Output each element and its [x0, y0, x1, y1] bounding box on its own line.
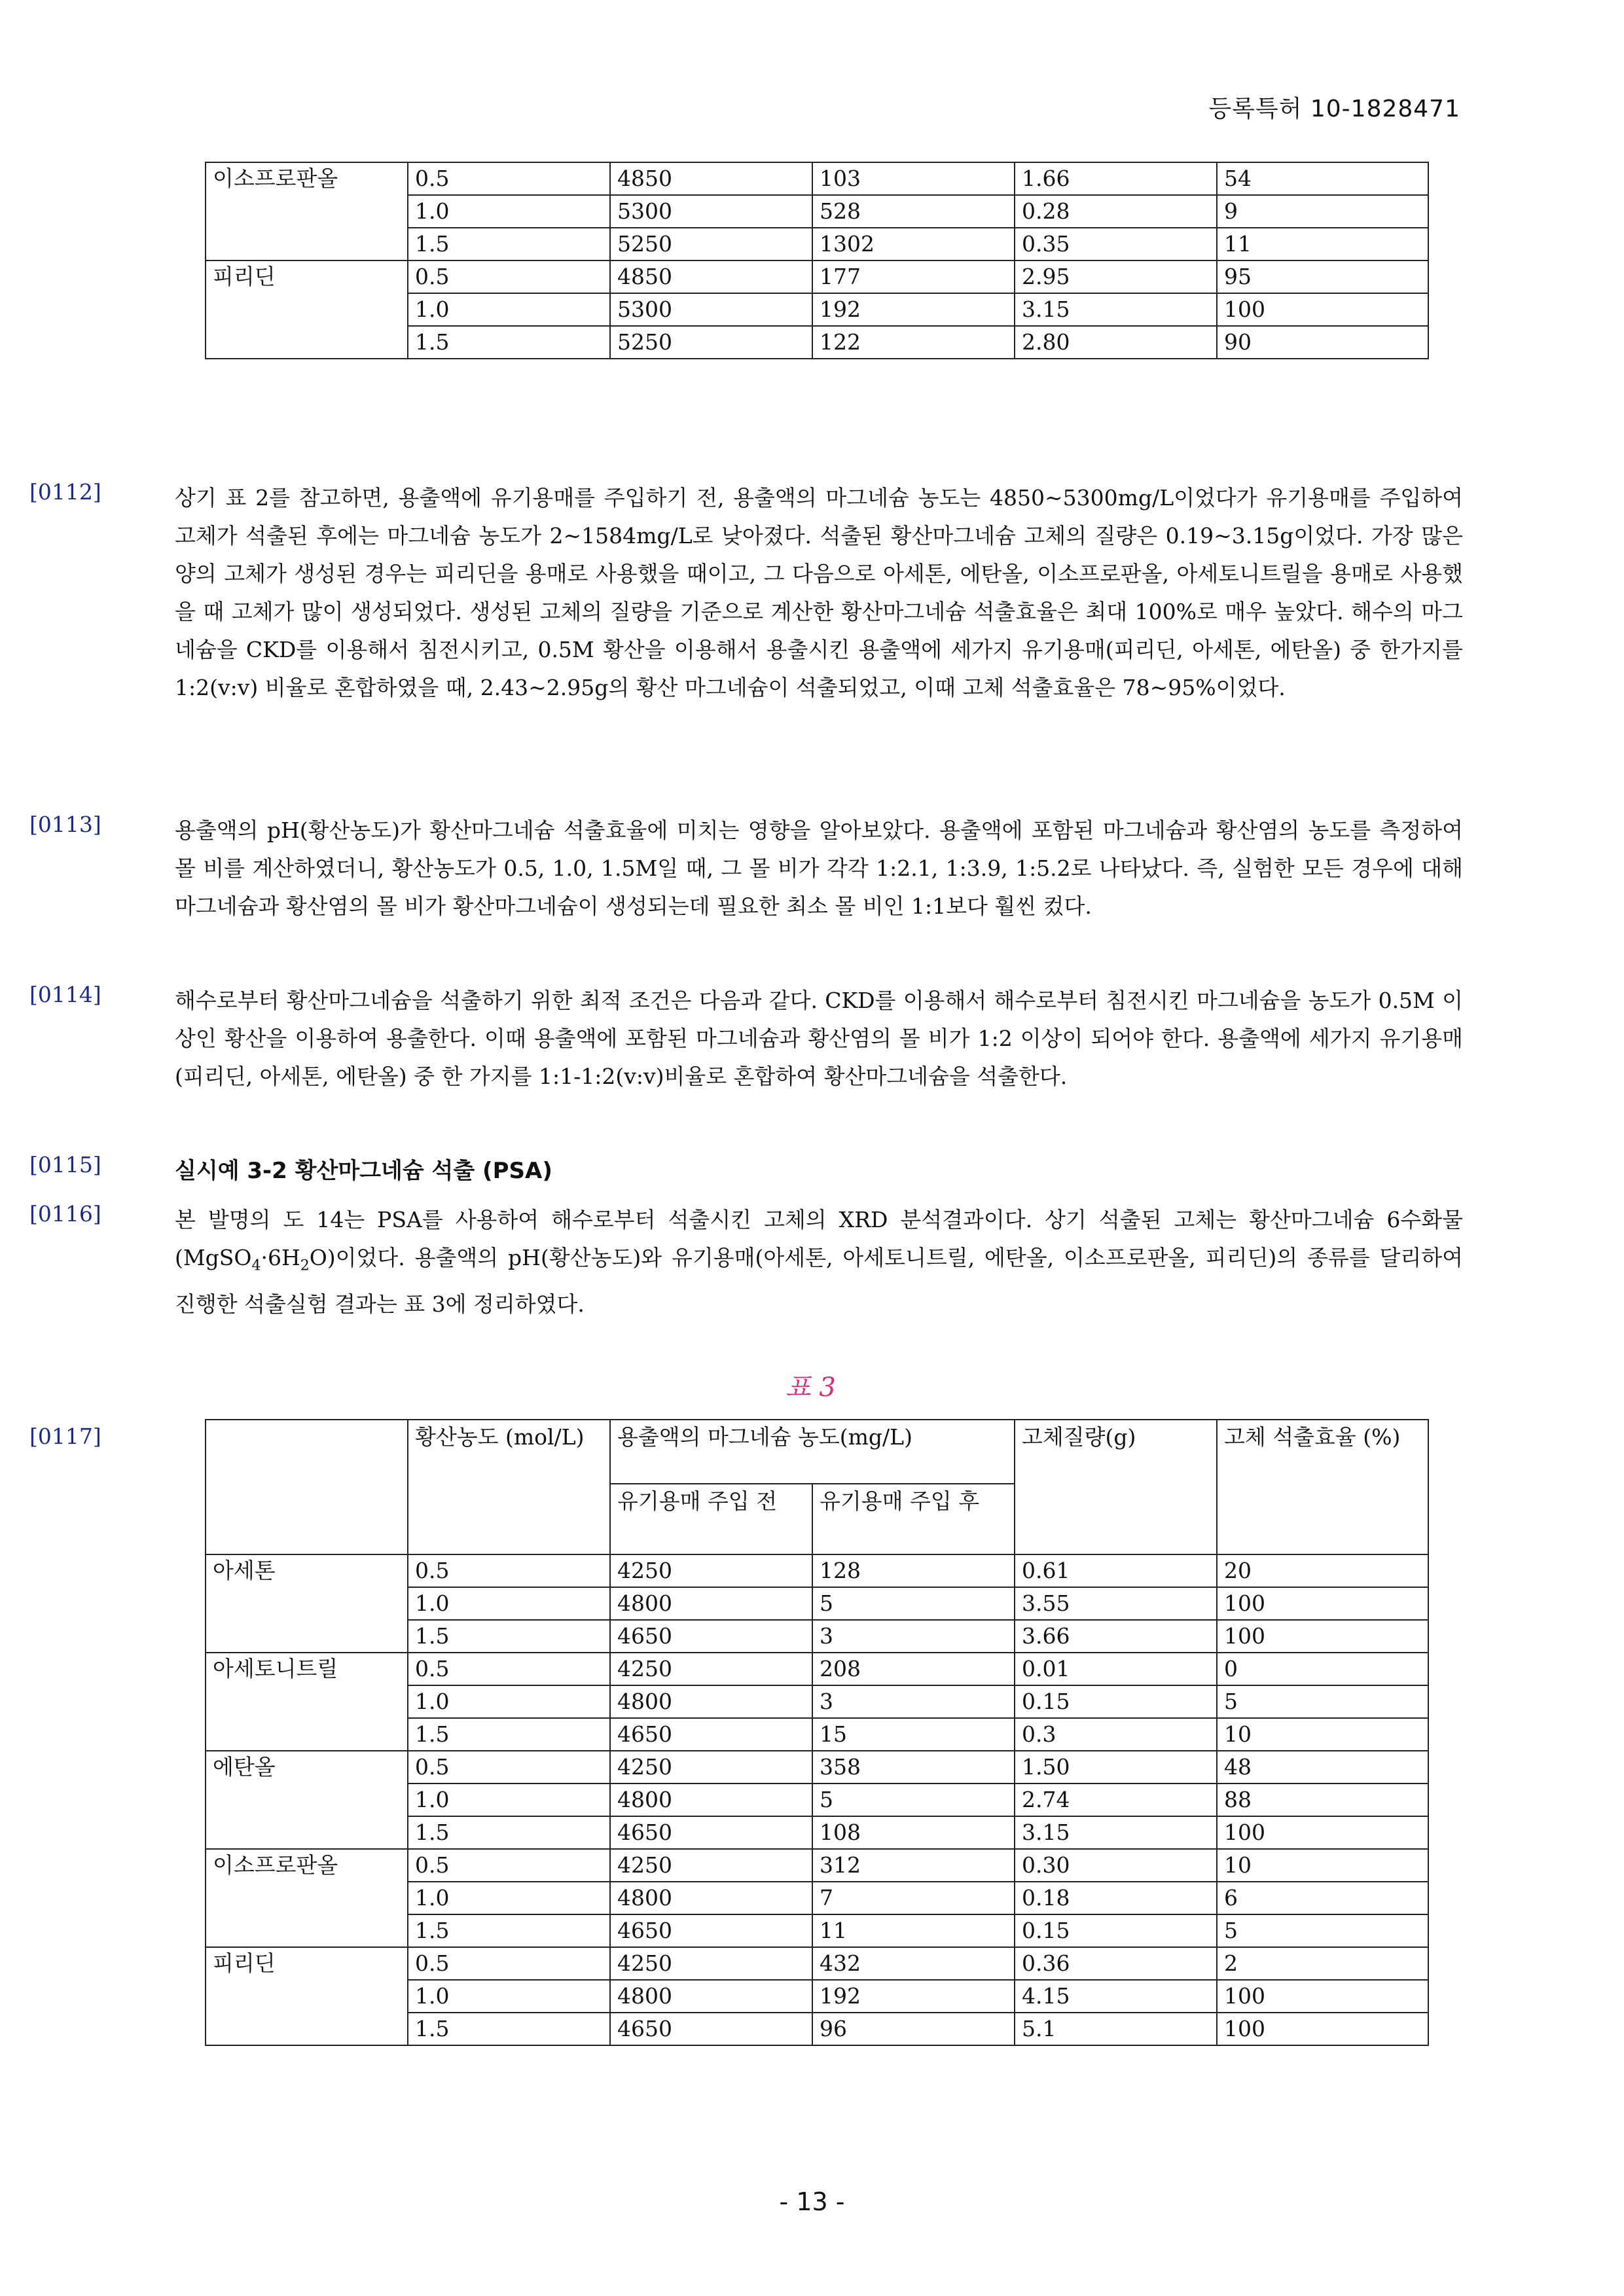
table-row — [206, 1653, 1428, 1685]
paragraph-0114 — [29, 982, 1463, 1096]
before-cell: 4250 — [610, 1849, 812, 1882]
page-number: - 13 - — [779, 2187, 845, 2216]
mass-cell: 2.80 — [1015, 326, 1217, 359]
eff-cell: 20 — [1217, 1554, 1428, 1587]
conc-cell: 1.5 — [408, 228, 610, 260]
solvent-cell: 아세토니트릴 — [206, 1653, 408, 1751]
eff-cell: 100 — [1217, 1980, 1428, 2013]
conc-cell: 1.5 — [408, 1718, 610, 1751]
after-cell: 128 — [812, 1554, 1015, 1587]
subscript: 2 — [300, 1257, 310, 1274]
eff-cell: 2 — [1217, 1947, 1428, 1980]
conc-cell: 0.5 — [408, 162, 610, 195]
before-cell: 4800 — [610, 1882, 812, 1914]
solvent-cell: 피리딘 — [206, 1947, 408, 2045]
eff-cell: 100 — [1217, 293, 1428, 326]
before-cell: 4650 — [610, 1914, 812, 1947]
mass-cell: 0.3 — [1015, 1718, 1217, 1751]
mass-cell: 3.66 — [1015, 1620, 1217, 1653]
before-cell: 4650 — [610, 1718, 812, 1751]
eff-cell: 0 — [1217, 1653, 1428, 1685]
conc-cell: 1.0 — [408, 1685, 610, 1718]
conc-cell: 1.5 — [408, 1620, 610, 1653]
paragraph-text-part: 본 발명의 도 14는 PSA를 사용하여 해수로부터 석출시킨 고체의 XRD 분석결과이다. 상기 석출된 고체는 황산마그네슘 6수화물(MgSO — [175, 1207, 1463, 1270]
eff-cell: 90 — [1217, 326, 1428, 359]
eff-cell: 10 — [1217, 1849, 1428, 1882]
after-cell: 5 — [812, 1784, 1015, 1816]
mass-cell: 0.30 — [1015, 1849, 1217, 1882]
before-cell: 4800 — [610, 1587, 812, 1620]
conc-cell: 1.5 — [408, 1816, 610, 1849]
mass-cell: 3.15 — [1015, 293, 1217, 326]
mass-cell: 0.01 — [1015, 1653, 1217, 1685]
mass-cell: 0.15 — [1015, 1685, 1217, 1718]
mass-cell: 0.61 — [1015, 1554, 1217, 1587]
mass-cell: 0.36 — [1015, 1947, 1217, 1980]
section-heading: 실시예 3-2 황산마그네슘 석출 (PSA) — [175, 1158, 552, 1184]
after-cell: 432 — [812, 1947, 1015, 1980]
mass-cell: 1.50 — [1015, 1751, 1217, 1784]
after-cell: 108 — [812, 1816, 1015, 1849]
solvent-cell: 에탄올 — [206, 1751, 408, 1849]
conc-cell: 0.5 — [408, 1554, 610, 1587]
paragraph-text — [175, 1201, 1463, 1323]
header-efficiency: 고체 석출효율 (%) — [1217, 1420, 1428, 1554]
after-cell: 96 — [812, 2013, 1015, 2045]
subscript: 4 — [251, 1257, 261, 1274]
paragraph-text: 용출액의 pH(황산농도)가 황산마그네슘 석출효율에 미치는 영향을 알아보았다. 용출액에 포함된 마그네슘과 황산염의 농도를 측정하여 몰 비를 계산하였더니, 황산농도가 0.5, 1.0, 1.5M일 때, 그 몰 비가 각각 1:2.1, 1:3.9, 1:5.2로 나타났다. 즉, 실험한 모든 경우에 대해 마그네슘과 황산염의 몰 비가 황산마그네슘이 생성되는데 필요한 최소 몰 비인 1:1보다 훨씬 컸다. — [175, 817, 1463, 919]
solvent-cell: 이소프로판올 — [206, 162, 408, 260]
mass-cell: 3.55 — [1015, 1587, 1217, 1620]
eff-cell: 48 — [1217, 1751, 1428, 1784]
before-cell: 4250 — [610, 1554, 812, 1587]
after-cell: 5 — [812, 1587, 1015, 1620]
conc-cell: 1.0 — [408, 1882, 610, 1914]
after-cell: 208 — [812, 1653, 1015, 1685]
eff-cell: 100 — [1217, 1587, 1428, 1620]
after-cell: 177 — [812, 260, 1015, 293]
solvent-cell: 피리딘 — [206, 260, 408, 359]
conc-cell: 0.5 — [408, 1751, 610, 1784]
table-row — [206, 162, 1428, 195]
eff-cell: 5 — [1217, 1914, 1428, 1947]
paragraph-number: [0114] — [29, 982, 101, 1007]
table-row — [206, 1849, 1428, 1882]
conc-cell: 0.5 — [408, 1947, 610, 1980]
header-acid-concentration: 황산농도 (mol/L) — [408, 1420, 610, 1554]
paragraph-0112 — [29, 479, 1463, 707]
mass-cell: 2.74 — [1015, 1784, 1217, 1816]
mass-cell: 0.35 — [1015, 228, 1217, 260]
conc-cell: 1.0 — [408, 1784, 610, 1816]
before-cell: 4650 — [610, 2013, 812, 2045]
eff-cell: 10 — [1217, 1718, 1428, 1751]
header-after-injection: 유기용매 주입 후 — [812, 1484, 1015, 1554]
table-row — [206, 1554, 1428, 1587]
eff-cell: 100 — [1217, 2013, 1428, 2045]
header-solid-mass: 고체질량(g) — [1015, 1420, 1217, 1554]
conc-cell: 0.5 — [408, 1653, 610, 1685]
conc-cell: 1.0 — [408, 195, 610, 228]
eff-cell: 100 — [1217, 1620, 1428, 1653]
before-cell: 4800 — [610, 1980, 812, 2013]
after-cell: 3 — [812, 1685, 1015, 1718]
eff-cell: 6 — [1217, 1882, 1428, 1914]
table-caption: 표 3 — [785, 1372, 836, 1403]
mass-cell: 0.18 — [1015, 1882, 1217, 1914]
mass-cell: 3.15 — [1015, 1816, 1217, 1849]
header-mg-concentration: 용출액의 마그네슘 농도(mg/L) — [610, 1420, 1015, 1484]
paragraph-number: [0115] — [29, 1152, 101, 1177]
mass-cell: 0.28 — [1015, 195, 1217, 228]
conc-cell: 1.5 — [408, 326, 610, 359]
before-cell: 5250 — [610, 326, 812, 359]
conc-cell: 1.5 — [408, 2013, 610, 2045]
mass-cell: 1.66 — [1015, 162, 1217, 195]
paragraph-text: 상기 표 2를 참고하면, 용출액에 유기용매를 주입하기 전, 용출액의 마그네슘 농도는 4850~5300mg/L이었다가 유기용매를 주입하여 고체가 석출된 후에는 마그네슘 농도가 2~1584mg/L로 낮아졌다. 석출된 황산마그네슘 고체의 질량은 0.19~3.15g이었다. 가장 많은 양의 고체가 생성된 경우는 피리딘을 용매로 사용했을 때이고, 그 다음으로 아세톤, 에탄올, 이소프로판올, 아세토니트릴을 용매로 사용했을 때 고체가 많이 생성되었다. 생성된 고체의 질량을 기준으로 계산한 황산마그네슘 석출효율은 최대 100%로 매우 높았다. 해수의 마그네슘을 CKD를 이용해서 침전시키고, 0.5M 황산을 이용해서 용출시킨 용출액에 세가지 유기용매(피리딘, 아세톤, 에탄올) 중 한가지를 1:2(v:v) 비율로 혼합하였을 때, 2.43~2.95g의 황산 마그네슘이 석출되었고, 이때 고체 석출효율은 78~95%이었다. — [175, 485, 1463, 700]
before-cell: 4800 — [610, 1784, 812, 1816]
patent-number: 등록특허 10-1828471 — [1208, 96, 1460, 122]
paragraph-number: [0117] — [29, 1424, 101, 1449]
before-cell: 4650 — [610, 1816, 812, 1849]
paragraph-number: [0113] — [29, 812, 101, 837]
solvent-cell: 아세톤 — [206, 1554, 408, 1653]
header-empty — [206, 1420, 408, 1554]
table-3 — [205, 1419, 1429, 2046]
after-cell: 358 — [812, 1751, 1015, 1784]
paragraph-0115 — [29, 1152, 1463, 1190]
conc-cell: 0.5 — [408, 1849, 610, 1882]
after-cell: 528 — [812, 195, 1015, 228]
paragraph-text-part: ·6H — [261, 1245, 300, 1270]
after-cell: 11 — [812, 1914, 1015, 1947]
eff-cell: 54 — [1217, 162, 1428, 195]
before-cell: 5250 — [610, 228, 812, 260]
after-cell: 3 — [812, 1620, 1015, 1653]
paragraph-text-part: O)이었다. 용출액의 pH(황산농도)와 유기용매(아세톤, 아세토니트릴, 에탄올, 이소프로판올, 피리딘)의 종류를 달리하여 진행한 석출실험 결과는 표 3에 정리하였다. — [175, 1245, 1463, 1317]
before-cell: 4850 — [610, 162, 812, 195]
mass-cell: 5.1 — [1015, 2013, 1217, 2045]
paragraph-text: 해수로부터 황산마그네슘을 석출하기 위한 최적 조건은 다음과 같다. CKD를 이용해서 해수로부터 침전시킨 마그네슘을 농도가 0.5M 이상인 황산을 이용하여 용출한다. 이때 용출액에 포함된 마그네슘과 황산염의 몰 비가 1:2 이상이 되어야 한다. 용출액에 세가지 유기용매(피리딘, 아세톤, 에탄올) 중 한 가지를 1:1-1:2(v:v)비율로 혼합하여 황산마그네슘을 석출한다. — [175, 988, 1463, 1089]
after-cell: 1302 — [812, 228, 1015, 260]
before-cell: 4650 — [610, 1620, 812, 1653]
before-cell: 5300 — [610, 195, 812, 228]
after-cell: 192 — [812, 293, 1015, 326]
before-cell: 4800 — [610, 1685, 812, 1718]
table-row — [206, 1751, 1428, 1784]
after-cell: 7 — [812, 1882, 1015, 1914]
after-cell: 103 — [812, 162, 1015, 195]
solvent-cell: 이소프로판올 — [206, 1849, 408, 1947]
after-cell: 122 — [812, 326, 1015, 359]
before-cell: 4850 — [610, 260, 812, 293]
before-cell: 4250 — [610, 1653, 812, 1685]
eff-cell: 11 — [1217, 228, 1428, 260]
eff-cell: 5 — [1217, 1685, 1428, 1718]
conc-cell: 1.5 — [408, 1914, 610, 1947]
after-cell: 192 — [812, 1980, 1015, 2013]
table-row — [206, 1947, 1428, 1980]
after-cell: 312 — [812, 1849, 1015, 1882]
mass-cell: 2.95 — [1015, 260, 1217, 293]
paragraph-number: [0112] — [29, 479, 101, 505]
paragraph-0116 — [29, 1201, 1463, 1323]
header-before-injection: 유기용매 주입 전 — [610, 1484, 812, 1554]
table-row — [206, 260, 1428, 293]
eff-cell: 9 — [1217, 195, 1428, 228]
mass-cell: 4.15 — [1015, 1980, 1217, 2013]
conc-cell: 1.0 — [408, 293, 610, 326]
paragraph-number: [0116] — [29, 1201, 101, 1227]
mass-cell: 0.15 — [1015, 1914, 1217, 1947]
before-cell: 4250 — [610, 1751, 812, 1784]
conc-cell: 0.5 — [408, 260, 610, 293]
paragraph-0113 — [29, 812, 1463, 925]
eff-cell: 95 — [1217, 260, 1428, 293]
conc-cell: 1.0 — [408, 1980, 610, 2013]
table-header-row — [206, 1420, 1428, 1484]
conc-cell: 1.0 — [408, 1587, 610, 1620]
before-cell: 4250 — [610, 1947, 812, 1980]
before-cell: 5300 — [610, 293, 812, 326]
eff-cell: 100 — [1217, 1816, 1428, 1849]
table-continued — [205, 162, 1429, 359]
after-cell: 15 — [812, 1718, 1015, 1751]
eff-cell: 88 — [1217, 1784, 1428, 1816]
